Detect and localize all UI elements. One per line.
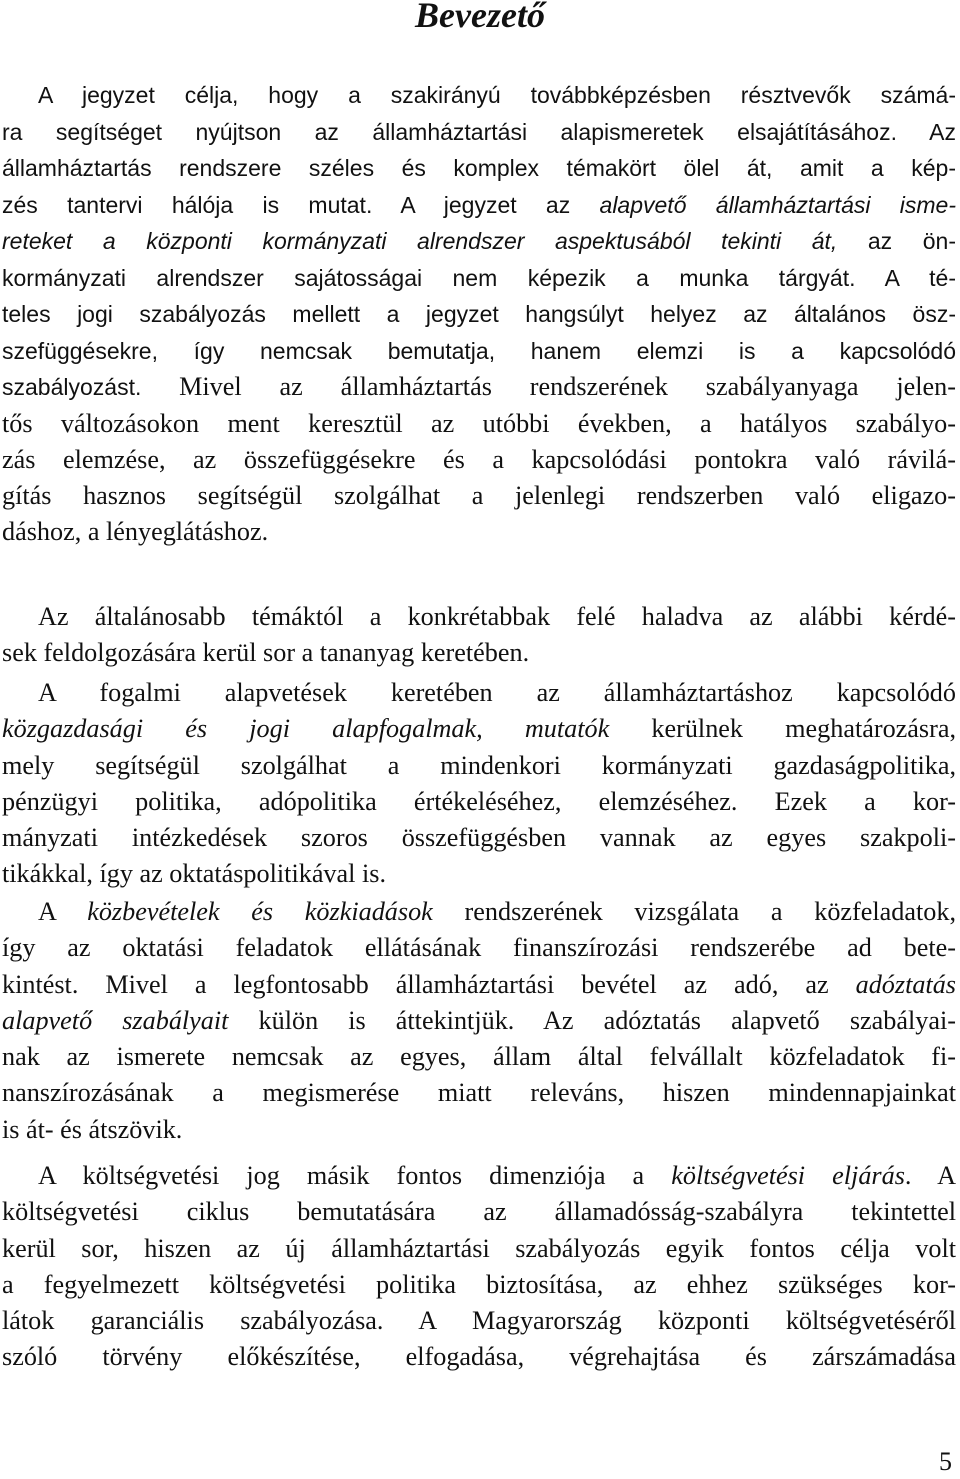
text-segment: külön is áttekintjük. Az adóztatás alapvető szabályai- [228,1005,956,1035]
text-line: nak az ismerete nemcsak az egyes, állam által felvállalt közfeladatok fi- [2,1042,956,1072]
text-line [2,223,956,260]
text-line [2,1158,956,1194]
text-line: nanszírozásának a megismerése miatt releváns, hiszen mindennapjainkat [2,1078,956,1108]
text-line: is át- és átszövik. [2,1114,183,1144]
text-line: zás elemzése, az összefüggésekre és a kapcsolódási pontokra való rávilá- [2,444,956,474]
text-line: kerül sor, hiszen az új államháztartási szabályozás egyik fontos célja volt [2,1233,956,1263]
text-line [2,894,956,930]
text-line: A jegyzet célja, hogy a szakirányú továbbképzésben résztvevők számá- [38,82,956,108]
text-line: Az általánosabb témáktól a konkrétabbak felé haladva az alábbi kérdé- [38,602,956,631]
italic-segment: közgazdasági és jogi alapfogalmak, mutatók [2,714,610,744]
italic-segment: adóztatás [855,969,956,999]
text-segment: . A [904,1161,956,1190]
text-line: dáshoz, a lényeglátáshoz. [2,517,269,547]
paragraph-intro [2,77,956,551]
text-line: szóló törvény előkészítése, elfogadása, végrehajtása és zárszámadása [2,1342,956,1372]
italic-segment: alapvető szabályait [2,1005,229,1035]
text-line: így az oktatási feladatok ellátásának finanszírozási rendszerébe ad bete- [2,933,956,963]
paragraph-budget [2,1158,956,1376]
text-line: pénzügyi politika, adópolitika értékeléséhez, elemzéséhez. Ezek a kor- [2,786,956,816]
text-line [2,369,956,406]
text-line: A fogalmi alapvetések keretében az államháztartáshoz kapcsolódó [38,678,956,707]
text-segment: szabályozást. [2,374,180,400]
page-title: Bevezető [415,0,545,35]
text-line: látok garanciális szabályozása. A Magyarország központi költségvetéséről [2,1306,956,1336]
text-line: államháztartás rendszere széles és komplex témakört ölel át, amit a kép- [2,155,956,181]
text-line [2,967,956,1003]
text-segment: kerülnek meghatározásra, [609,714,956,744]
text-line: mely segítségül szolgálhat a mindenkori kormányzati gazdaságpolitika, [2,750,956,780]
text-line: költségvetési ciklus bemutatására az államadósság-szabályra tekintettel [2,1197,956,1227]
text-line: szefüggésekre, így nemcsak bemutatja, hanem elemzi is a kapcsolódó [2,337,956,364]
text-line [2,711,956,747]
page-number: 5 [939,1447,952,1476]
italic-segment: reteket a központi kormányzati alrendszer aspektusából tekinti át, [2,228,838,254]
paragraph-topics [2,599,956,672]
text-segment: zés tantervi hálója is mutat. A jegyzet az [2,191,600,218]
paragraph-concepts [2,675,956,893]
text-line: kormányzati alrendszer sajátosságai nem képezik a munka tárgyát. A té- [2,264,956,291]
italic-segment: költségvetési eljárás [671,1161,905,1190]
italic-segment: közbevételek és közkiadások [87,897,433,926]
text-line: mányzati intézkedések szoros összefüggésben vannak az egyes szakpoli- [2,823,956,853]
text-line: a fegyelmezett költségvetési politika biztosítása, az ehhez szükséges kor- [2,1269,956,1299]
text-segment: A [38,897,88,926]
text-line: ra segítséget nyújtson az államháztartási alapismeretek elsajátításához. Az [2,118,956,145]
text-line: tikákkal, így az oktatáspolitikával is. [2,859,386,889]
text-line: gítás hasznos segítségül szolgálhat a jelenlegi rendszerben való eligazo- [2,481,956,511]
text-line: teles jogi szabályozás mellett a jegyzet hangsúlyt helyez az általános ösz- [2,301,956,327]
text-line [2,1003,956,1039]
text-segment: az ön- [837,228,956,254]
text-line [2,187,956,224]
paragraph-revenues [2,894,956,1148]
text-segment: A költségvetési jog másik fontos dimenziója a [38,1161,672,1190]
text-segment: kintést. Mivel a legfontosabb államháztartási bevétel az adó, az [2,969,856,999]
text-segment: rendszerének vizsgálata a közfeladatok, [432,897,957,926]
text-line: tős változásokon ment keresztül az utóbbi években, a hatályos szabályo- [2,408,956,438]
italic-segment: alapvető államháztartási isme- [599,191,956,218]
text-line: sek feldolgozására kerül sor a tananyag keretében. [2,638,530,668]
text-segment: Mivel az államháztartás rendszerének szabályanyaga jelen- [179,372,956,401]
